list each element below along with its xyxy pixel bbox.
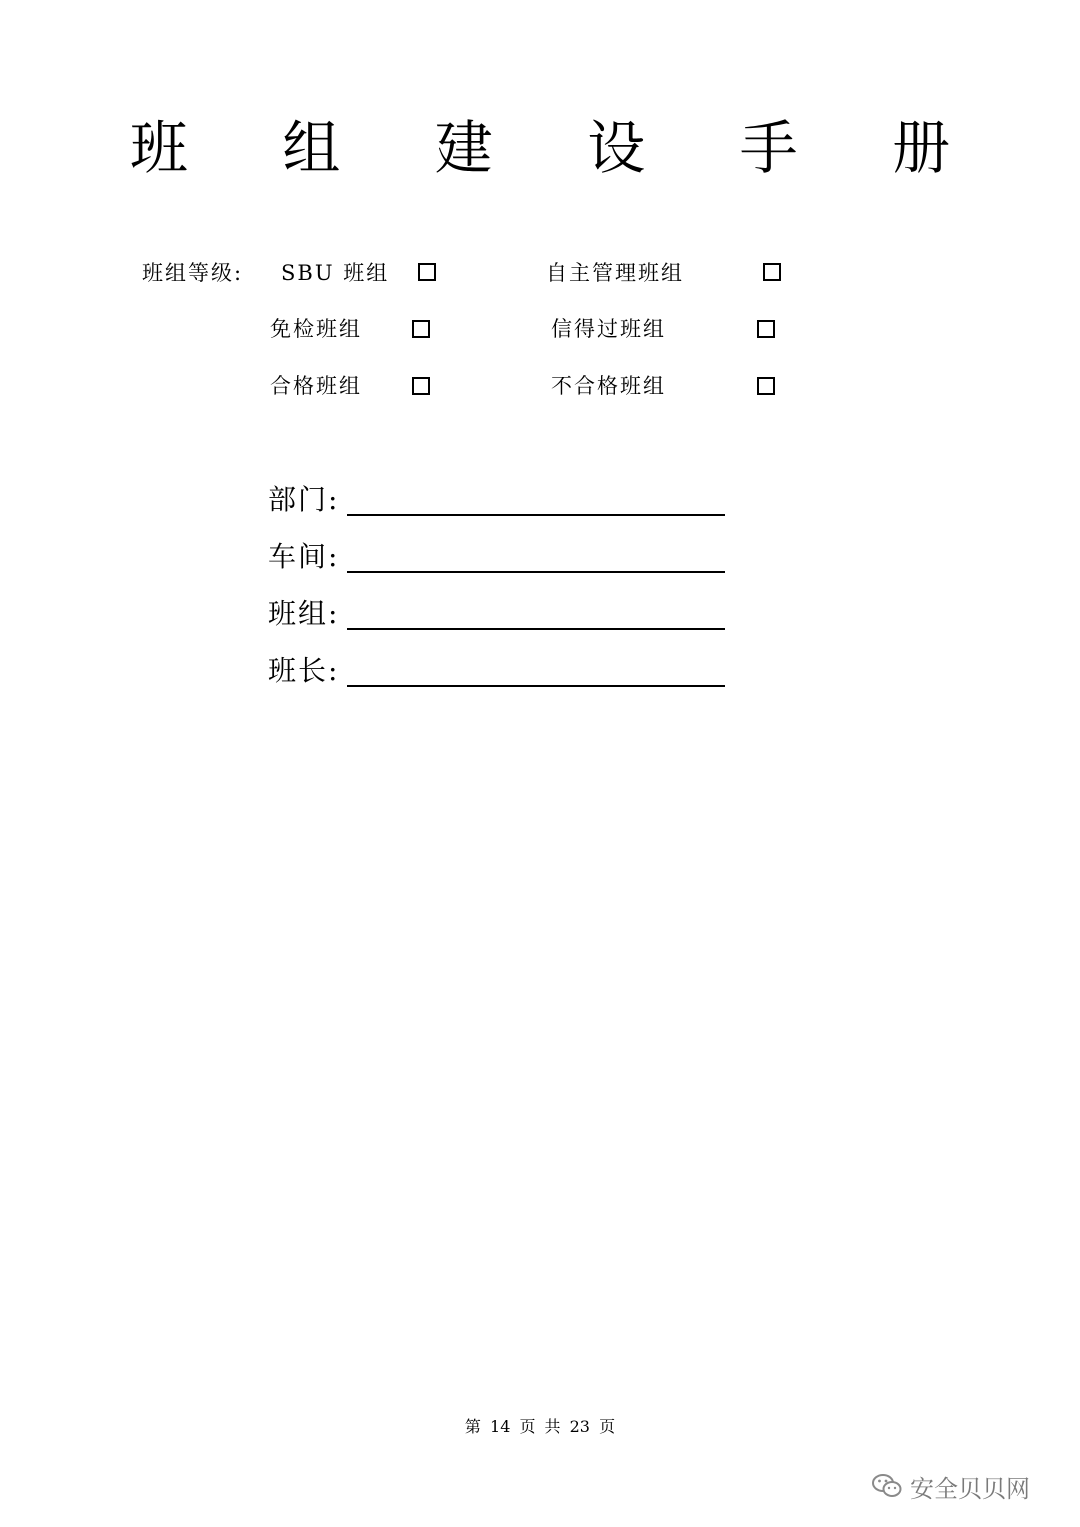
department-field[interactable]: [347, 514, 725, 516]
option-exempt-label: 免检班组: [270, 317, 362, 341]
option-sbu-checkbox[interactable]: [418, 263, 436, 281]
option-trusted-label: 信得过班组: [551, 317, 666, 341]
team-label: 班组:: [268, 597, 340, 630]
option-unqualified-checkbox[interactable]: [757, 377, 775, 395]
option-self-managed-label: 自主管理班组: [546, 261, 684, 285]
workshop-field[interactable]: [347, 571, 725, 573]
team-leader-label: 班长:: [268, 654, 340, 687]
option-sbu-label: SBU 班组: [281, 261, 390, 285]
workshop-label: 车间:: [268, 540, 340, 573]
option-self-managed-checkbox[interactable]: [763, 263, 781, 281]
page-number: 第 14 页 共 23 页: [464, 1417, 616, 1436]
department-label: 部门:: [268, 483, 340, 516]
team-leader-field[interactable]: [347, 685, 725, 687]
option-qualified-checkbox[interactable]: [412, 377, 430, 395]
wechat-icon: [872, 1473, 902, 1499]
watermark-text: 安全贝贝网: [910, 1474, 1030, 1503]
grade-label: 班组等级:: [142, 261, 244, 285]
option-exempt-checkbox[interactable]: [412, 320, 430, 338]
watermark: [872, 1466, 1030, 1506]
option-qualified-label: 合格班组: [270, 374, 362, 398]
document-title: 班 组 建 设 手 册: [129, 114, 989, 182]
team-field[interactable]: [347, 628, 725, 630]
option-trusted-checkbox[interactable]: [757, 320, 775, 338]
option-unqualified-label: 不合格班组: [551, 374, 666, 398]
